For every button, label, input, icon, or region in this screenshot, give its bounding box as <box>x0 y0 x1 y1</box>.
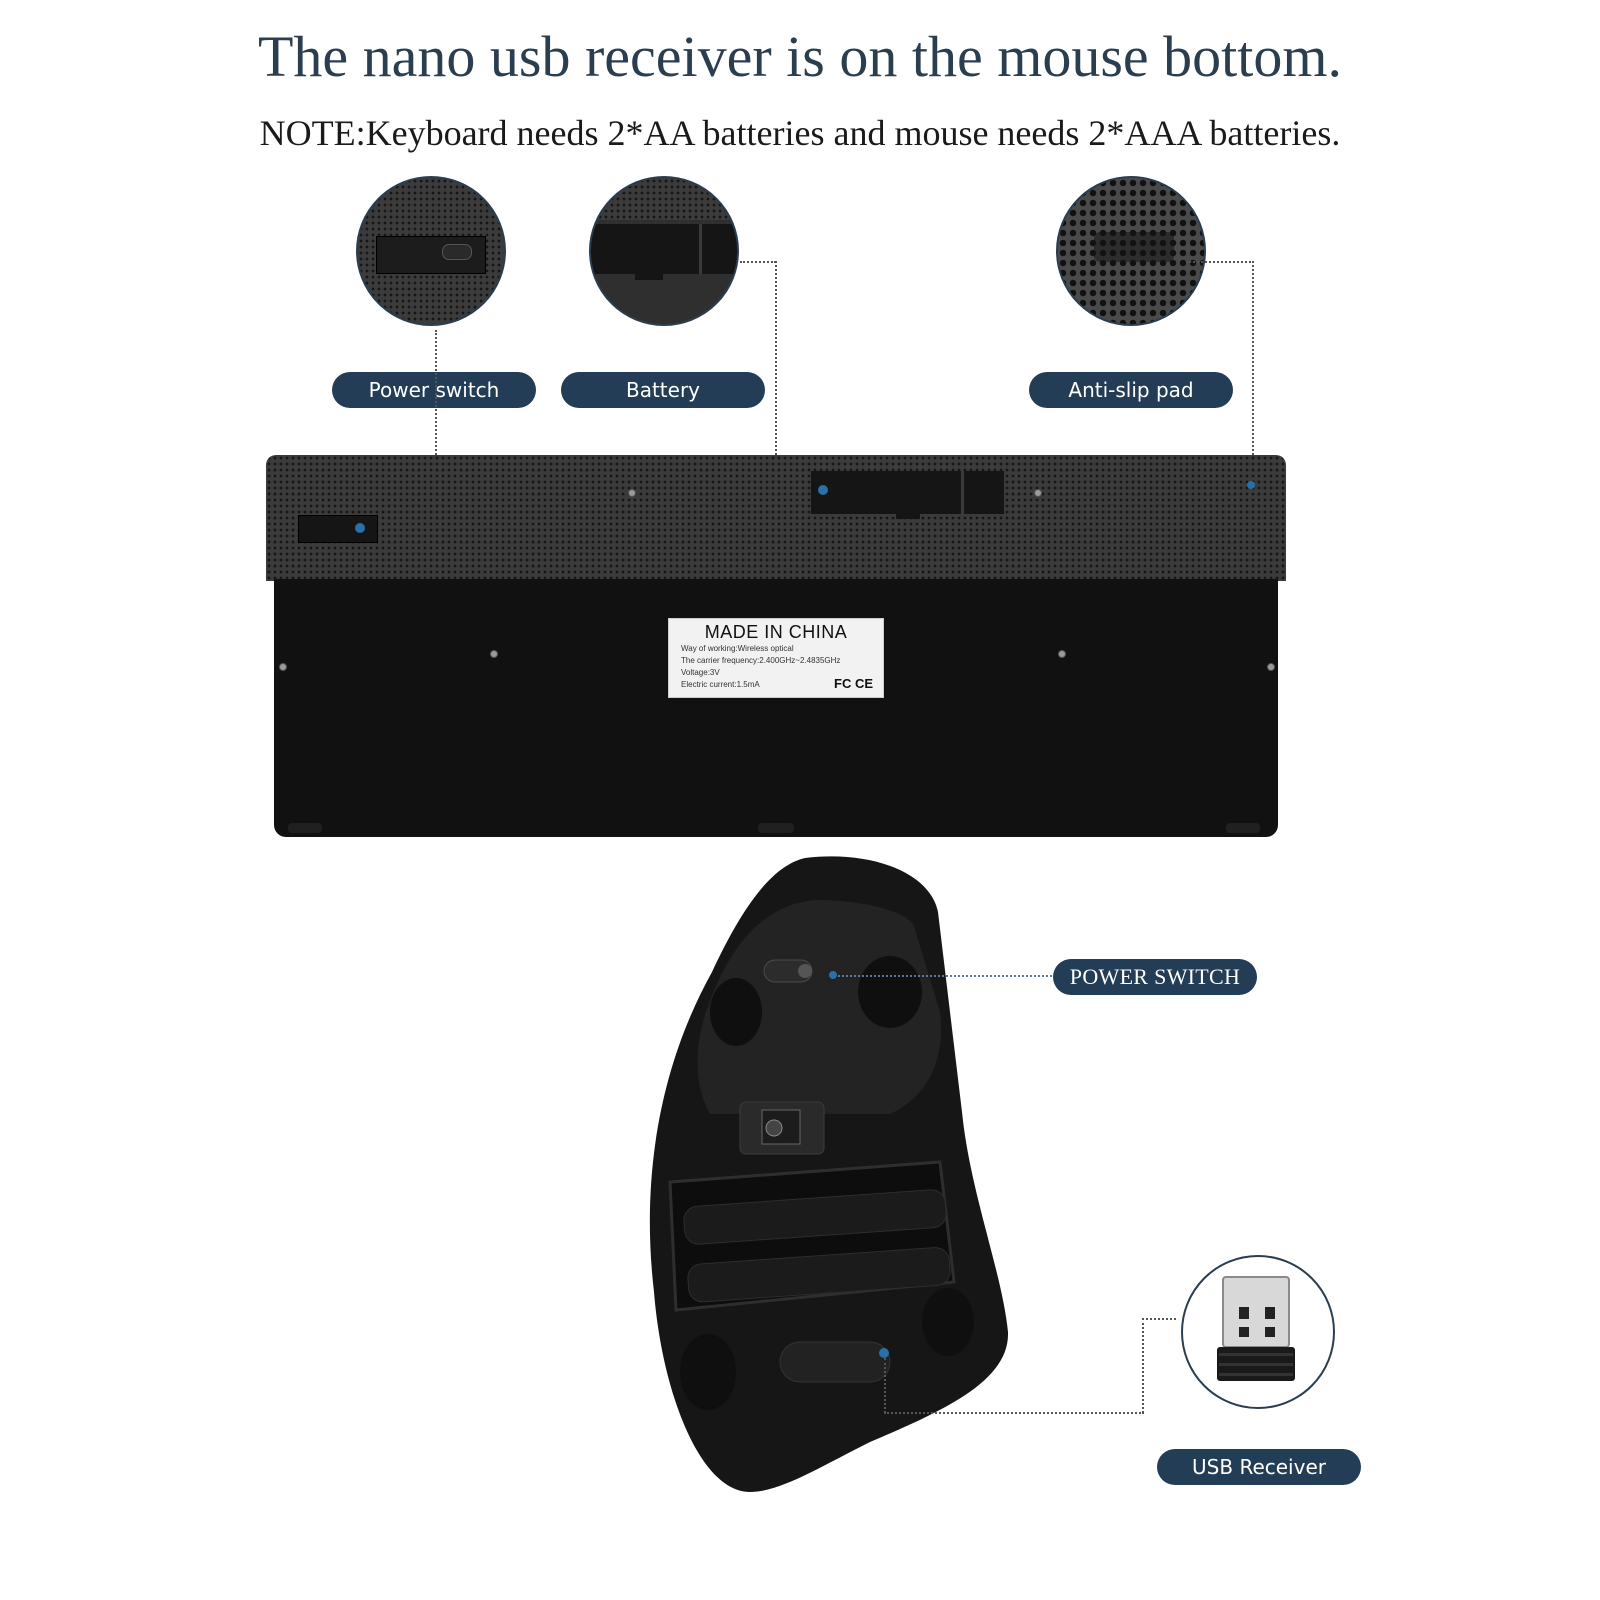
usb-connector-v <box>884 1358 886 1413</box>
label-line: Way of working:Wireless optical <box>681 644 794 653</box>
label-title: MADE IN CHINA <box>704 622 848 642</box>
anti-slip-pad-label: Anti-slip pad <box>1029 372 1233 408</box>
mouse-bottom <box>640 852 1040 1502</box>
pointer-dot-battery <box>818 485 828 495</box>
battery-note: NOTE:Keyboard needs 2*AA batteries and mouse needs 2*AAA batteries. <box>259 113 1341 153</box>
usb-connector-h2 <box>1142 1318 1176 1320</box>
anti-slip-pad-zoom <box>1056 176 1206 326</box>
page-title: The nano usb receiver is on the mouse bottom. <box>257 24 1343 89</box>
usb-connector-h <box>884 1412 1144 1414</box>
pointer-dot-power-switch <box>355 523 365 533</box>
certification-marks: FC CE <box>834 676 873 691</box>
label-line: Electric current:1.5mA <box>681 680 760 689</box>
usb-receiver-label: USB Receiver <box>1157 1449 1361 1485</box>
battery-zoom <box>589 176 739 326</box>
label-line: The carrier frequency:2.400GHz~2.4835GHz <box>681 656 841 665</box>
battery-connector-h <box>740 261 776 263</box>
pointer-dot-anti-slip <box>1247 481 1255 489</box>
power-switch-zoom <box>356 176 506 326</box>
mouse-power-connector <box>838 975 1056 977</box>
keyboard-mesh-panel <box>266 455 1286 581</box>
keyboard-product-label <box>668 618 884 698</box>
label-line: Voltage:3V <box>681 668 720 677</box>
usb-receiver-icon <box>1183 1257 1333 1407</box>
keyboard-battery-cover <box>811 471 1004 514</box>
battery-label: Battery <box>561 372 765 408</box>
mouse-power-switch-label: POWER SWITCH <box>1053 959 1257 995</box>
usb-receiver-zoom <box>1181 1255 1335 1409</box>
usb-connector-v2 <box>1142 1318 1144 1413</box>
anti-slip-connector <box>1252 261 1254 487</box>
pointer-dot-mouse-switch <box>829 971 837 979</box>
keyboard-power-switch <box>298 515 378 543</box>
anti-slip-connector-h <box>1186 261 1254 263</box>
power-switch-label: Power switch <box>332 372 536 408</box>
pointer-dot-usb-slot <box>879 1348 889 1358</box>
